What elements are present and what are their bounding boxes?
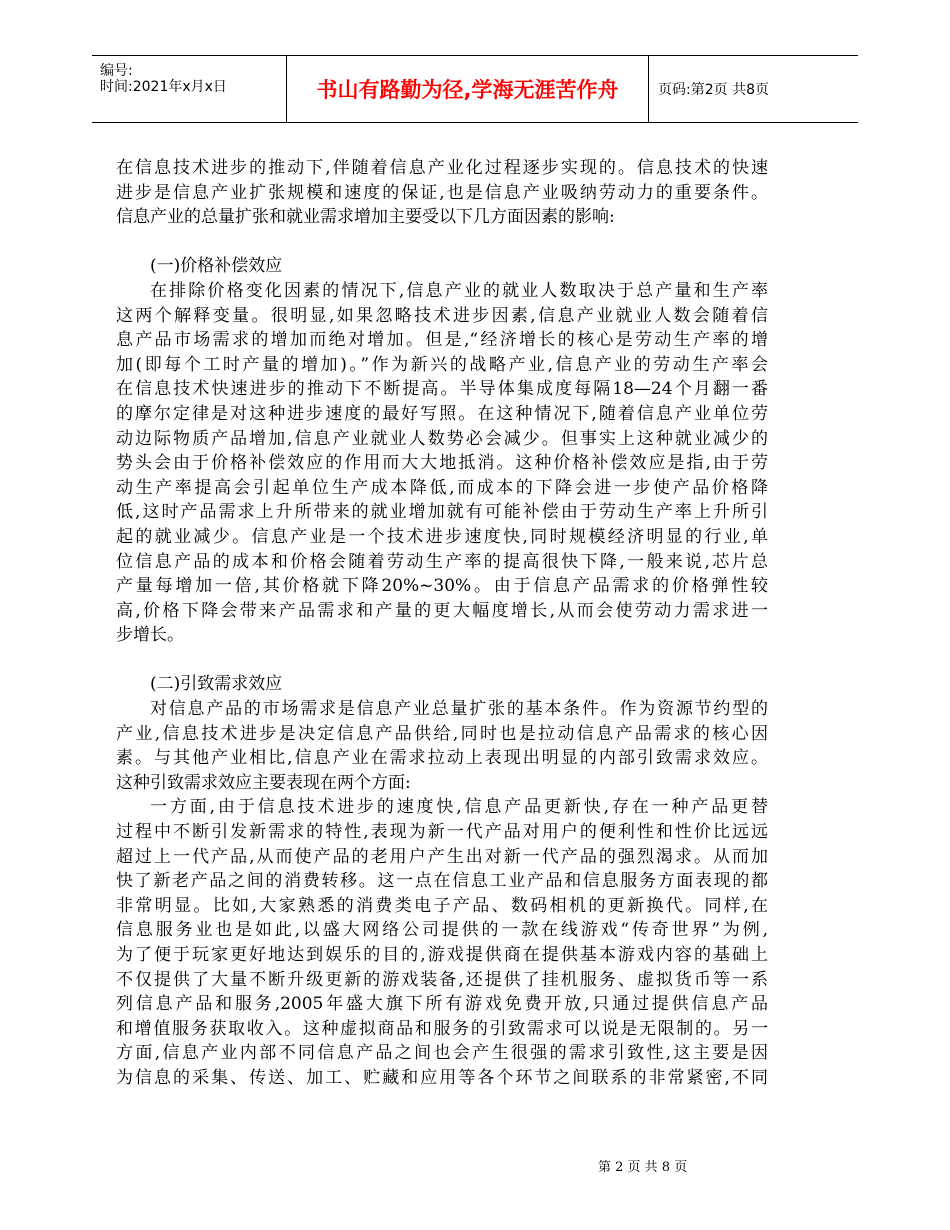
document-body	[116, 156, 768, 1091]
paragraph-gap	[116, 648, 768, 673]
text-line: 在信息技术快速进步的推动下不断提高。半导体集成度每隔18—24个月翻一番	[116, 379, 768, 400]
text-line: 在排除价格变化因素的情况下,信息产业的就业人数取决于总产量和生产率	[150, 280, 768, 301]
text-line: 对信息产品的市场需求是信息产业总量扩张的基本条件。作为资源节约型的	[150, 699, 768, 720]
text-line: 加(即每个工时产量的增加)。”作为新兴的战略产业,信息产业的劳动生产率会	[116, 354, 768, 375]
page-footer: 第 2 页 共 8 页	[598, 1160, 688, 1175]
text-line: 为信息的采集、传送、加工、贮藏和应用等各个环节之间联系的非常紧密,不同	[116, 1067, 768, 1088]
text-line: 一方面,由于信息技术进步的速度快,信息产品更新快,存在一种产品更替	[150, 797, 768, 818]
text-line: 步增长。	[116, 625, 184, 646]
text-line: 超过上一代产品,从而使产品的老用户产生出对新一代产品的强烈渴求。从而加	[116, 846, 768, 867]
text-line: 低,这时产品需求上升所带来的就业增加就有可能补偿由于劳动生产率上升所引	[116, 502, 768, 523]
text-line: 非常明显。比如,大家熟悉的消费类电子产品、数码相机的更新换代。同样,在	[116, 895, 768, 916]
text-line: 进步是信息产业扩张规模和速度的保证,也是信息产业吸纳劳动力的重要条件。	[116, 182, 768, 203]
page-header	[92, 55, 858, 123]
header-meta	[100, 56, 284, 122]
section-heading: (一)价格补偿效应	[150, 256, 283, 277]
text-line: 动边际物质产品增加,信息产业就业人数势必会减少。但事实上这种就业减少的	[116, 428, 768, 449]
text-line: 高,价格下降会带来产品需求和产量的更大幅度增长,从而会使劳动力需求进一	[116, 600, 768, 621]
text-line: 方面,信息产业内部不同信息产品之间也会产生很强的需求引致性,这主要是因	[116, 1043, 768, 1064]
text-line: 的摩尔定律是对这种进步速度的最好写照。在这种情况下,随着信息产业单位劳	[116, 403, 768, 424]
text-line: 息产品市场需求的增加而绝对增加。但是,“经济增长的核心是劳动生产率的增	[116, 330, 768, 351]
section-heading: (二)引致需求效应	[150, 674, 283, 695]
paragraph-gap	[116, 230, 768, 255]
text-line: 这两个解释变量。很明显,如果忽略技术进步因素,信息产业就业人数会随着信	[116, 305, 768, 326]
text-line: 起的就业减少。信息产业是一个技术进步速度快,同时规模经济明显的行业,单	[116, 526, 768, 547]
text-line: 产业,信息技术进步是决定信息产品供给,同时也是拉动信息产品需求的核心因	[116, 723, 768, 744]
time-label: 时间:2021年x月x日	[100, 79, 227, 95]
header-divider	[648, 56, 649, 122]
text-line: 快了新老产品之间的消费转移。这一点在信息工业产品和信息服务方面表现的都	[116, 871, 768, 892]
text-line: 为了便于玩家更好地达到娱乐的目的,游戏提供商在提供基本游戏内容的基础上	[116, 945, 768, 965]
text-line: 信息产业的总量扩张和就业需求增加主要受以下几方面因素的影响:	[116, 207, 615, 228]
header-motto: 书山有路勤为径,学海无涯苦作舟	[316, 78, 619, 102]
doc-number-label: 编号:	[100, 63, 133, 79]
text-line: 产量每增加一倍,其价格就下降20%~30%。由于信息产品需求的价格弹性较	[116, 576, 768, 597]
text-line: 列信息产品和服务,2005年盛大旗下所有游戏免费开放,只通过提供信息产品	[116, 994, 768, 1015]
text-line: 这种引致需求效应主要表现在两个方面:	[116, 772, 411, 793]
text-line: 势头会由于价格补偿效应的作用而大大地抵消。这种价格补偿效应是指,由于劳	[116, 453, 768, 474]
header-page-info: 页码:第2页 共8页	[658, 82, 769, 98]
text-line: 位信息产品的成本和价格会随着劳动生产率的提高很快下降,一般来说,芯片总	[116, 551, 768, 572]
text-line: 过程中不断引发新需求的特性,表现为新一代产品对用户的便利性和性价比远远	[116, 822, 768, 843]
text-line: 动生产率提高会引起单位生产成本降低,而成本的下降会进一步使产品价格降	[116, 477, 768, 498]
text-line: 和增值服务获取收入。这种虚拟商品和服务的引致需求可以说是无限制的。另一	[116, 1018, 768, 1039]
text-line: 在信息技术进步的推动下,伴随着信息产业化过程逐步实现的。信息技术的快速	[116, 158, 768, 178]
text-line: 素。与其他产业相比,信息产业在需求拉动上表现出明显的内部引致需求效应。	[116, 748, 768, 769]
text-line: 不仅提供了大量不断升级更新的游戏装备,还提供了挂机服务、虚拟货币等一系	[116, 969, 768, 990]
text-line: 信息服务业也是如此,以盛大网络公司提供的一款在线游戏“传奇世界”为例,	[116, 920, 768, 941]
